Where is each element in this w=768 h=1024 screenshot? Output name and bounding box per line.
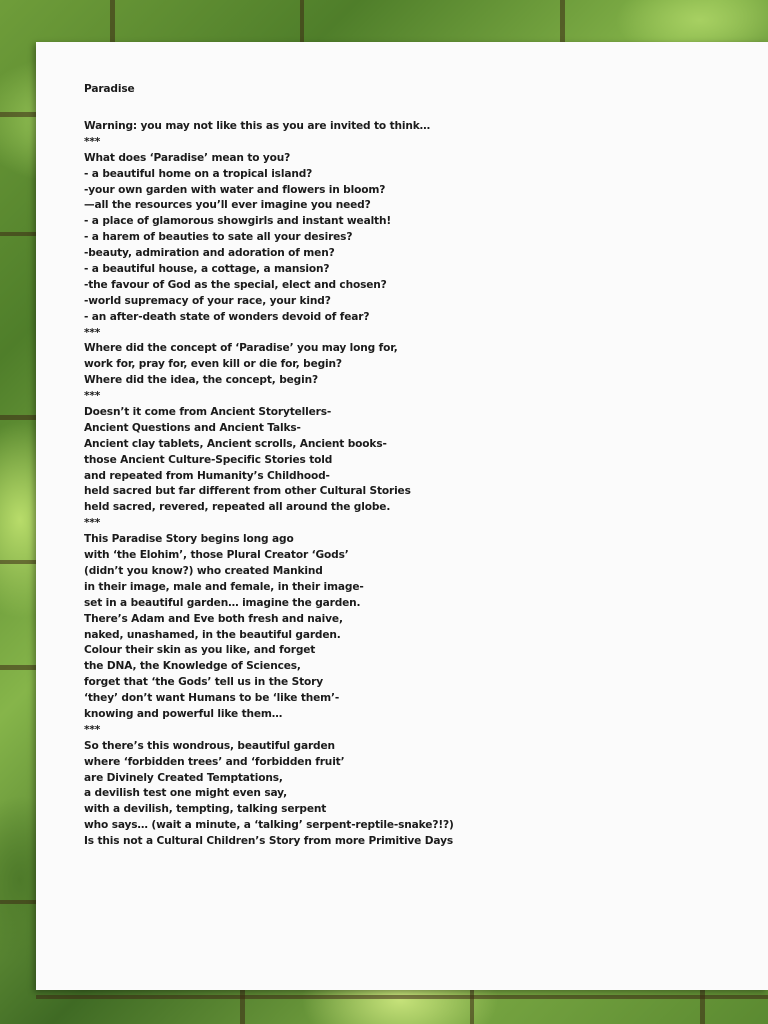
poem-line: who says… (wait a minute, a ‘talking’ serpent-reptile-snake?!?) xyxy=(84,819,454,832)
poem-line: - an after-death state of wonders devoid of fear? xyxy=(84,310,370,323)
poem-line: (didn’t you know?) who created Mankind xyxy=(84,564,323,577)
poem-line: set in a beautiful garden… imagine the garden. xyxy=(84,596,361,609)
poem-line: naked, unashamed, in the beautiful garden. xyxy=(84,628,341,641)
poem-line: Warning: you may not like this as you are invited to think… xyxy=(84,120,431,132)
poem-line: - a harem of beauties to sate all your desires? xyxy=(84,231,353,244)
poem-line: held sacred but far different from other Cultural Stories xyxy=(84,485,411,498)
poem-lines xyxy=(84,119,684,850)
section-divider: *** xyxy=(84,390,101,403)
poem-line: -your own garden with water and flowers in bloom? xyxy=(84,183,386,196)
poem-line: where ‘forbidden trees’ and ‘forbidden fruit’ xyxy=(84,755,345,768)
poem-line: Colour their skin as you like, and forget xyxy=(84,644,316,657)
poem-line: This Paradise Story begins long ago xyxy=(84,533,294,546)
poem-line: Where did the idea, the concept, begin? xyxy=(84,374,318,387)
poem-line: with ‘the Elohim’, those Plural Creator ‘Gods’ xyxy=(84,549,349,562)
poem-line: -beauty, admiration and adoration of men? xyxy=(84,247,335,260)
poem-line: What does ‘Paradise’ mean to you? xyxy=(84,151,291,164)
poem-line: —all the resources you’ll ever imagine you need? xyxy=(84,199,371,212)
poem-text xyxy=(84,81,684,850)
poem-line: Doesn’t it come from Ancient Storytellers- xyxy=(84,406,332,419)
poem-line: forget that ‘the Gods’ tell us in the Story xyxy=(84,676,323,689)
poem-line: are Divinely Created Temptations, xyxy=(84,771,283,784)
poem-line: There’s Adam and Eve both fresh and naive, xyxy=(84,612,343,625)
poem-line: Ancient clay tablets, Ancient scrolls, Ancient books- xyxy=(84,437,387,450)
section-divider: *** xyxy=(84,723,101,736)
poem-line: in their image, male and female, in their image- xyxy=(84,580,364,593)
poem-line: the DNA, the Knowledge of Sciences, xyxy=(84,660,301,673)
poem-line: with a devilish, tempting, talking serpent xyxy=(84,803,327,816)
poem-title: Paradise xyxy=(84,83,135,95)
section-divider: *** xyxy=(84,326,101,339)
poem-line: - a place of glamorous showgirls and instant wealth! xyxy=(84,215,392,228)
poem-line: and repeated from Humanity’s Childhood- xyxy=(84,469,330,482)
poem-line: a devilish test one might even say, xyxy=(84,787,287,800)
poem-line: - a beautiful house, a cottage, a mansion? xyxy=(84,263,330,276)
section-divider: *** xyxy=(84,135,101,148)
poem-line: -world supremacy of your race, your kind? xyxy=(84,294,331,307)
poem-line: ‘they’ don’t want Humans to be ‘like them’- xyxy=(84,692,340,705)
poem-line: Ancient Questions and Ancient Talks- xyxy=(84,421,301,434)
poem-line: work for, pray for, even kill or die for, begin? xyxy=(84,358,342,371)
section-divider: *** xyxy=(84,517,101,530)
poem-line: Is this not a Cultural Children’s Story from more Primitive Days xyxy=(84,835,453,848)
poem-line: So there’s this wondrous, beautiful garden xyxy=(84,739,335,752)
poem-line: those Ancient Culture-Specific Stories told xyxy=(84,453,333,466)
poem-line: -the favour of God as the special, elect and chosen? xyxy=(84,278,387,291)
poem-line: Where did the concept of ‘Paradise’ you may long for, xyxy=(84,342,398,355)
poem-line: held sacred, revered, repeated all around the globe. xyxy=(84,501,391,514)
poem-line: - a beautiful home on a tropical island? xyxy=(84,167,313,180)
poem-line: knowing and powerful like them… xyxy=(84,707,283,720)
